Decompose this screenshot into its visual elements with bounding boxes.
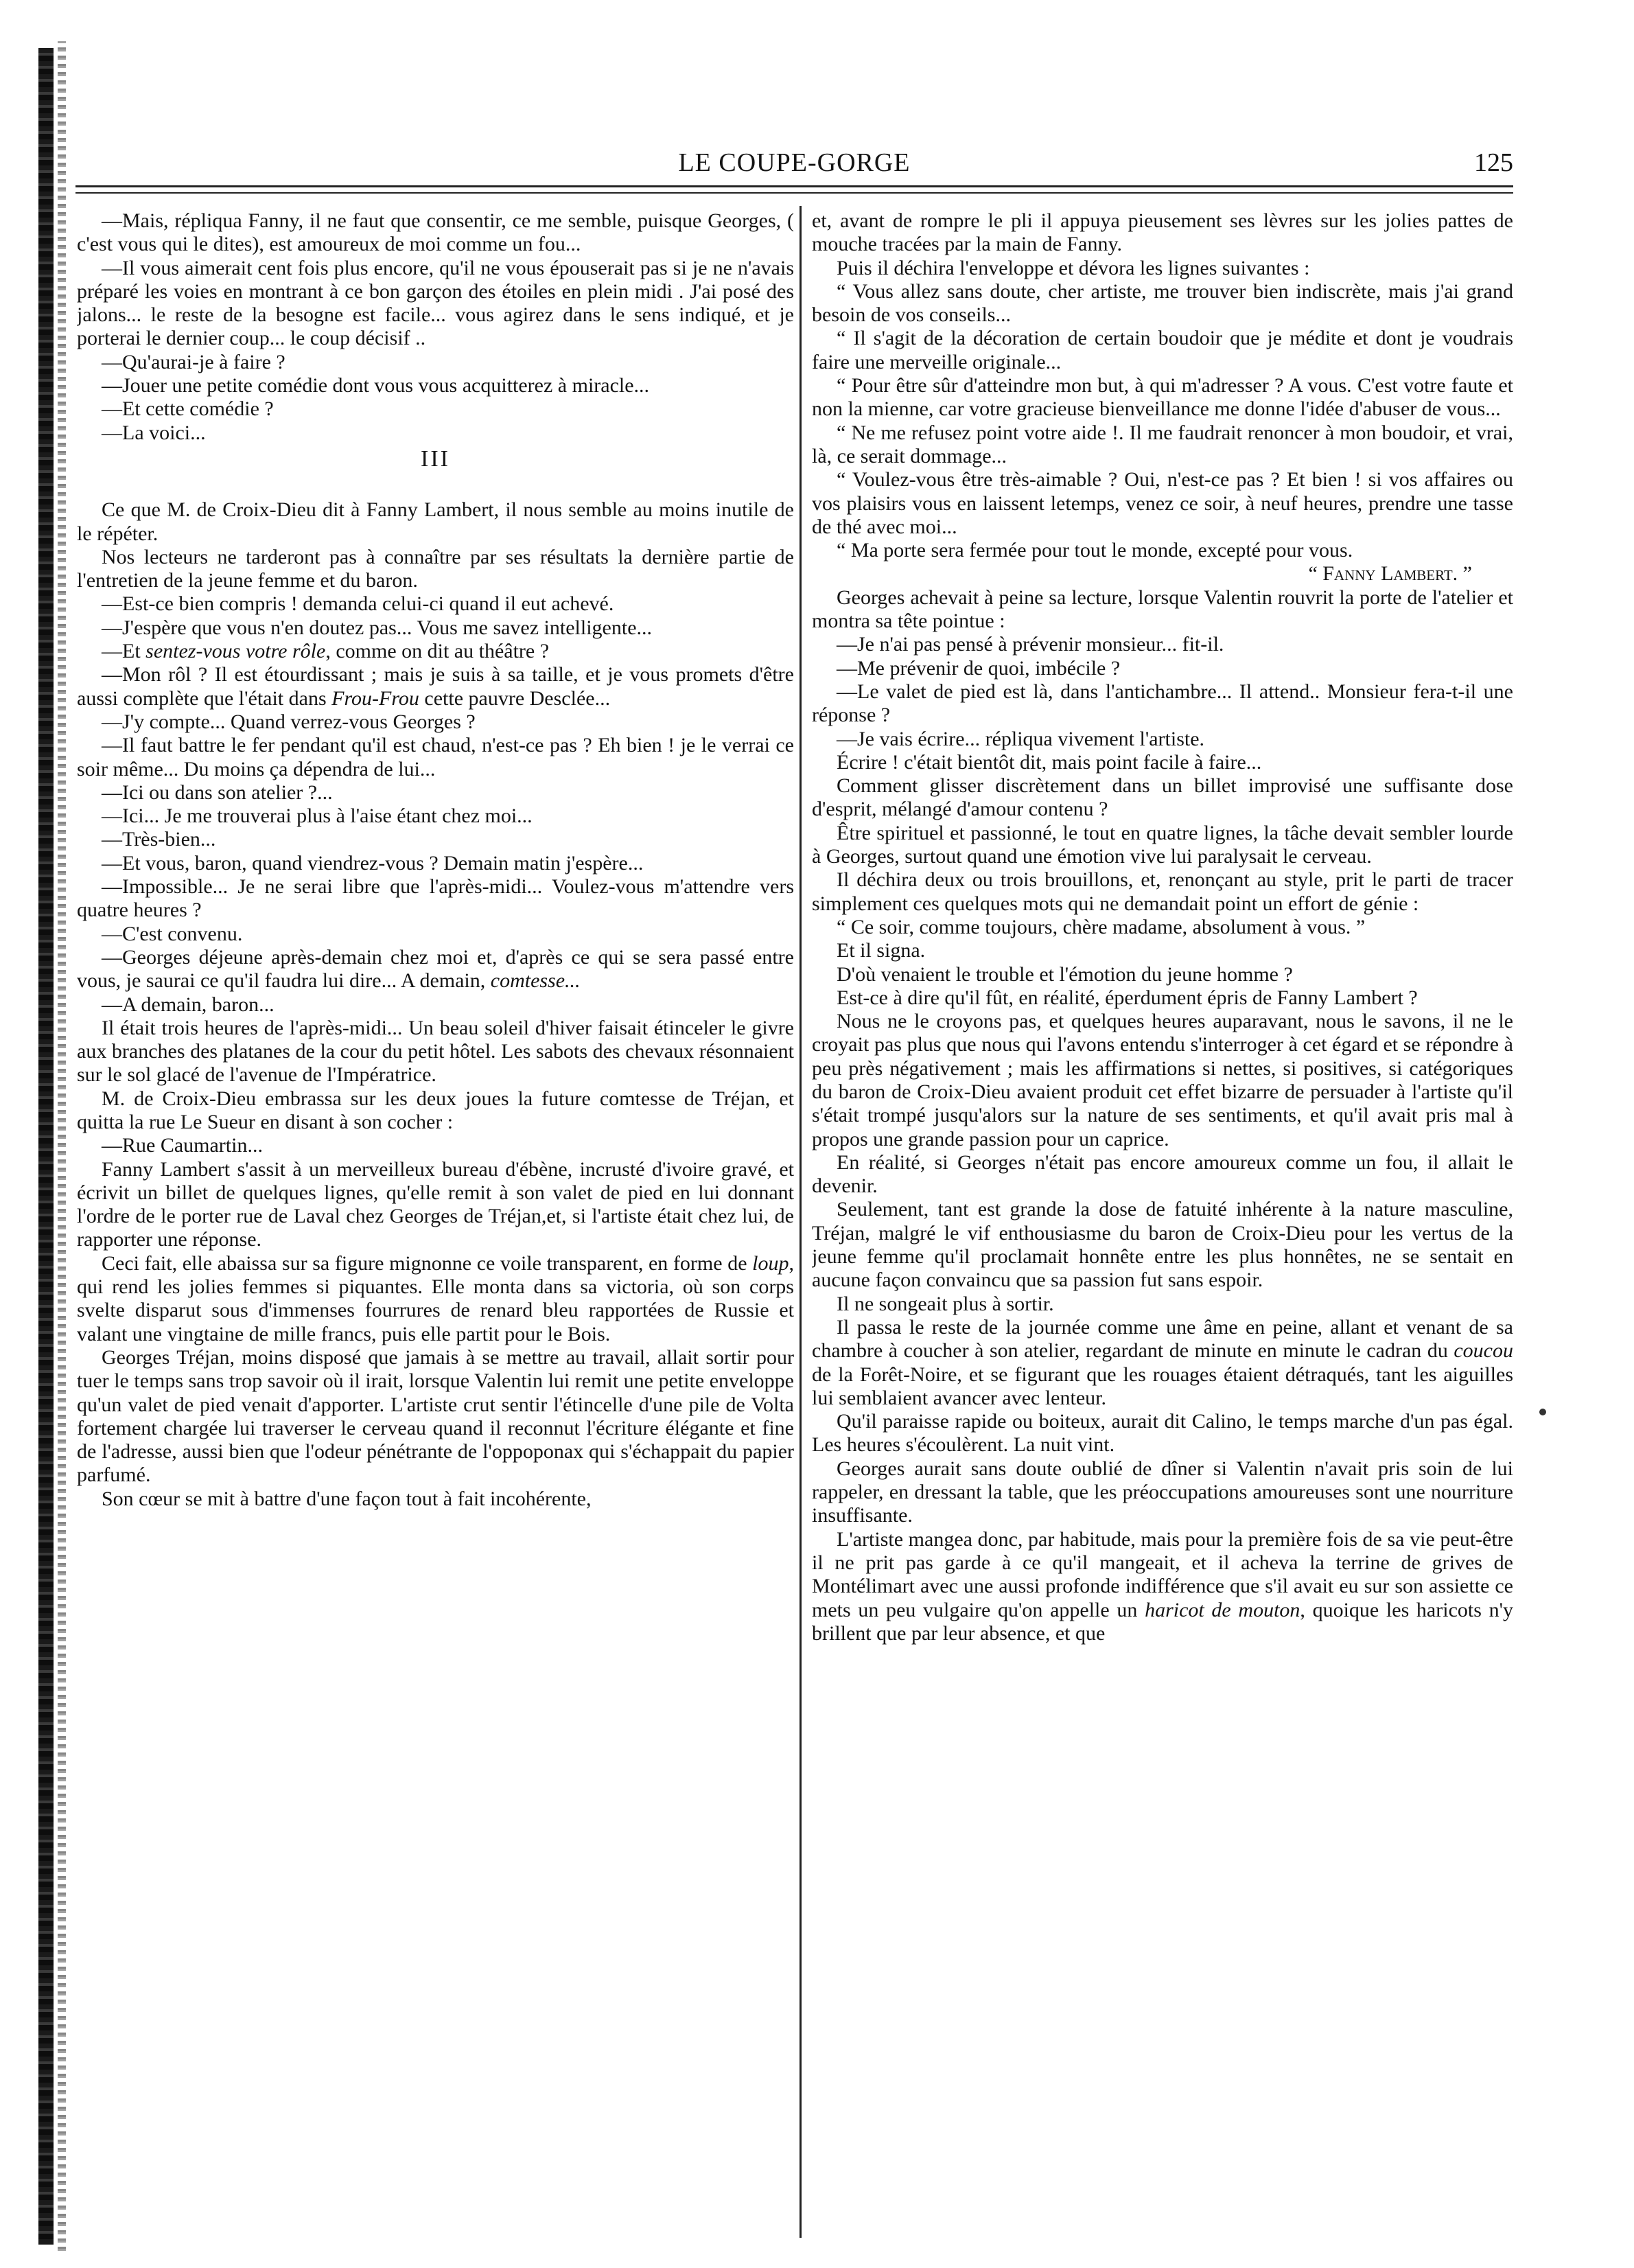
paragraph: —Impossible... Je ne serai libre que l'après-midi... Voulez-vous m'attendre vers quatre heures ? bbox=[77, 875, 794, 922]
paragraph: —Il faut battre le fer pendant qu'il est chaud, n'est-ce pas ? Eh bien ! je le verrai ce soir même... Du moins ça dépendra de lui... bbox=[77, 734, 794, 780]
paragraph: —Qu'aurai-je à faire ? bbox=[102, 350, 285, 373]
left-column bbox=[77, 209, 794, 2234]
paragraph: Georges aurait sans doute oublié de dîner si Valentin n'avait pris soin de lui rappeler, en dressant la table, que les préoccupations amoureuses sont une nourriture insuffisante. bbox=[812, 1457, 1513, 1527]
paragraph: —Très-bien... bbox=[102, 828, 216, 851]
letter-paragraph: “ Ma porte sera fermée pour tout le monde, excepté pour vous. bbox=[837, 539, 1353, 562]
text-run: , quoique les haricots n'y brillent que par leur absence, et que bbox=[812, 1598, 1513, 1645]
paragraph: Nos lecteurs ne tarderont pas à connaître par ses résultats la dernière partie de l'entretien de la jeune femme et du baron. bbox=[77, 545, 794, 592]
paragraph: —Rue Caumartin... bbox=[102, 1134, 263, 1157]
italic-phrase: coucou bbox=[1454, 1339, 1513, 1363]
paragraph: —Je vais écrire... répliqua vivement l'artiste. bbox=[837, 727, 1205, 750]
paragraph bbox=[77, 663, 794, 710]
paragraph: M. de Croix-Dieu embrassa sur les deux joues la future comtesse de Tréjan, et quitta la rue Le Sueur en disant à son cocher : bbox=[77, 1087, 794, 1133]
paragraph: Est-ce à dire qu'il fût, en réalité, éperdument épris de Fanny Lambert ? bbox=[837, 986, 1418, 1009]
italic-phrase: Frou-Frou bbox=[331, 686, 419, 710]
right-column bbox=[812, 209, 1513, 2234]
text-run: cette pauvre Desclée... bbox=[419, 686, 611, 710]
section-heading: III bbox=[421, 445, 450, 472]
paragraph: —Ici... Je me trouverai plus à l'aise étant chez moi... bbox=[102, 805, 533, 828]
paragraph: —Mais, répliqua Fanny, il ne faut que consentir, ce me semble, puisque Georges, ( c'est vous qui le dites), est amoureux de moi comme un fou... bbox=[77, 209, 794, 256]
paragraph: D'où venaient le trouble et l'émotion du jeune homme ? bbox=[837, 962, 1293, 986]
letter-paragraph: “ Voulez-vous être très-aimable ? Oui, n'est-ce pas ? Et bien ! si vos affaires ou vos plaisirs vous en laissent letemps, venez ce soir, à neuf heures, prendre une tasse de thé avec moi... bbox=[812, 468, 1513, 538]
paragraph: En réalité, si Georges n'était pas encore amoureux comme un fou, il allait le devenir. bbox=[812, 1150, 1513, 1198]
letter-signature: “ Fanny Lambert. ” bbox=[1308, 562, 1472, 586]
paragraph: —Me prévenir de quoi, imbécile ? bbox=[837, 656, 1121, 680]
paragraph: Fanny Lambert s'assit à un merveilleux bureau d'ébène, incrusté d'ivoire gravé, et écrivit un billet de quelques lignes, qu'elle remit à son valet de pied en lui donnant l'ordre de le porter rue de Laval chez Georges de Tréjan,et, si l'artiste était chez lui, de rapporter une réponse. bbox=[77, 1157, 794, 1251]
ink-speck bbox=[1539, 1409, 1546, 1415]
paragraph: —J'y compte... Quand verrez-vous Georges ? bbox=[102, 710, 476, 733]
letter-paragraph: “ Ne me refusez point votre aide !. Il me faudrait renoncer à mon boudoir, et vrai, là, ce serait dommage... bbox=[812, 421, 1513, 467]
paragraph: Il était trois heures de l'après-midi... Un beau soleil d'hiver faisait étinceler le givre aux branches des platanes de la cour du petit hôtel. Les sabots des chevaux résonnaient sur le sol glacé de l'avenue de l'Impératrice. bbox=[77, 1016, 794, 1087]
letter-paragraph: “ Vous allez sans doute, cher artiste, me trouver bien indiscrète, mais j'ai grand besoin de vos conseils... bbox=[812, 279, 1513, 327]
paragraph: Ce que M. de Croix-Dieu dit à Fanny Lambert, il nous semble au moins inutile de le répéter. bbox=[77, 498, 794, 545]
paragraph: —Est-ce bien compris ! demanda celui-ci quand il eut achevé. bbox=[102, 592, 614, 616]
paragraph: —Et vous, baron, quand viendrez-vous ? Demain matin j'espère... bbox=[102, 851, 644, 875]
paragraph bbox=[77, 640, 794, 663]
paragraph: Écrire ! c'était bientôt dit, mais point facile à faire... bbox=[837, 750, 1262, 774]
paragraph bbox=[77, 946, 794, 993]
paragraph: —Le valet de pied est là, dans l'antichambre... Il attend.. Monsieur fera-t-il une réponse ? bbox=[812, 680, 1513, 727]
text-run: —Georges déjeune après-demain chez moi et, d'après ce qui se sera passé entre vous, je saurai ce qu'il faudra lui dire... A demain, bbox=[77, 945, 794, 993]
text-run: —Et bbox=[102, 640, 146, 663]
column-separator bbox=[800, 206, 802, 2238]
paragraph: —Jouer une petite comédie dont vous vous acquitterez à miracle... bbox=[102, 374, 650, 397]
paragraph: Georges achevait à peine sa lecture, lorsque Valentin rouvrit la porte de l'atelier et montra sa tête pointue : bbox=[812, 586, 1513, 633]
running-title: LE COUPE-GORGE bbox=[678, 148, 911, 177]
paragraph: Être spirituel et passionné, le tout en quatre lignes, la tâche devait sembler lourde à Georges, surtout quand une émotion vive lui paralysait le cerveau. bbox=[812, 821, 1513, 868]
page-binding-edge bbox=[38, 48, 54, 2245]
paragraph: —La voici... bbox=[102, 421, 206, 444]
paragraph: Puis il déchira l'enveloppe et dévora les lignes suivantes : bbox=[837, 256, 1310, 279]
italic-phrase: haricot de mouton bbox=[1145, 1598, 1300, 1621]
paragraph: Comment glisser discrètement dans un billet improvisé une suffisante dose d'esprit, mélangé d'amour contenu ? bbox=[812, 774, 1513, 821]
italic-phrase: loup bbox=[752, 1251, 789, 1275]
page-binding-stitching bbox=[58, 41, 66, 2252]
text-run: de la Forêt-Noire, et se figurant que les rouages étaient détraqués, tant les aiguilles lui semblaient avancer avec lenteur. bbox=[812, 1363, 1513, 1409]
italic-phrase: sentez-vous votre rôle bbox=[145, 640, 326, 663]
paragraph: Qu'il paraisse rapide ou boiteux, aurait dit Calino, le temps marche d'un pas égal. Les heures s'écoulèrent. La nuit vint. bbox=[812, 1410, 1513, 1457]
paragraph: et, avant de rompre le pli il appuya pieusement ses lèvres sur les jolies pattes de mouche tracées par la main de Fanny. bbox=[812, 209, 1513, 256]
paragraph: Et il signa. bbox=[837, 939, 926, 962]
text-run: , comme on dit au théâtre ? bbox=[325, 640, 550, 663]
paragraph bbox=[812, 1528, 1513, 1645]
paragraph: Seulement, tant est grande la dose de fatuité inhérente à la nature masculine, Tréjan, malgré le vif enthousiasme du baron de Croix-Dieu pour les vertus de la jeune femme qu'il proclamait honnête entre les plus honnêtes, ne se sentait en aucune façon convaincu que sa passion fut sans espoir. bbox=[812, 1198, 1513, 1292]
paragraph: —J'espère que vous n'en doutez pas... Vous me savez intelligente... bbox=[102, 616, 653, 639]
paragraph: —Ici ou dans son atelier ?... bbox=[102, 780, 333, 804]
paragraph: —Je n'ai pas pensé à prévenir monsieur... fit-il. bbox=[837, 633, 1224, 656]
header-rule-thick bbox=[75, 185, 1513, 187]
paragraph: “ Ce soir, comme toujours, chère madame, absolument à vous. ” bbox=[837, 915, 1366, 938]
paragraph: Nous ne le croyons pas, et quelques heures auparavant, nous le savons, il ne le croyait pas plus que nous qui l'avons entendu s'interroger à cet égard et se répondre à peu près négativement ; mais les affirmations si nettes, si positives, si catégoriques du baron de Croix-Dieu avaient produit cet effet bizarre de persuader à l'artiste qu'il s'était trompé jusqu'alors sur la nature de ses sentiments, et qu'il avait pris mal à propos une grande passion pour un caprice. bbox=[812, 1010, 1513, 1150]
paragraph: —A demain, baron... bbox=[102, 993, 275, 1016]
paragraph: Son cœur se mit à battre d'une façon tout à fait incohérente, bbox=[102, 1487, 592, 1510]
paragraph: —Il vous aimerait cent fois plus encore, qu'il ne vous épouserait pas si je ne n'avais préparé les voies en montrant à ce bon garçon des étoiles en plein midi . J'ai posé des jalons... le reste de la besogne est facile... vous agirez dans le sens indiqué, et je porterai le dernier coup... le coup décisif .. bbox=[77, 256, 794, 350]
paragraph: Il ne songeait plus à sortir. bbox=[837, 1292, 1054, 1315]
paragraph: —Et cette comédie ? bbox=[102, 397, 274, 421]
paragraph: Georges Tréjan, moins disposé que jamais à se mettre au travail, allait sortir pour tuer le temps sans trop savoir où il irait, lorsque Valentin lui remit une petite enveloppe qu'un valet de pied venait d'apporter. L'artiste crut sentir l'étincelle d'une pile de Volta fortement chargée lui traverser le cerveau quand il reconnut l'écriture élégante et fine de l'adresse, aussi bien que l'odeur pénétrante de l'oppoponax qui s'échappait du papier parfumé. bbox=[77, 1345, 794, 1487]
letter-paragraph: “ Pour être sûr d'atteindre mon but, à qui m'adresser ? A vous. C'est votre faute et non la mienne, car votre gracieuse bienveillance me donne l'idée d'abuser de vous... bbox=[812, 374, 1513, 421]
page-number: 125 bbox=[1474, 148, 1513, 177]
text-run: L'artiste mangea donc, par habitude, mais pour la première fois de sa vie peut-être il ne prit pas garde à ce qu'il mangeait, et il acheva la terrine de grives de Montélimart avec une aussi profonde indifférence que s'il avait eu sur son assiette ce mets un peu vulgaire qu'on appelle un bbox=[812, 1527, 1513, 1621]
text-run: —Mon rôl ? Il est étourdissant ; mais je suis à sa taille, et je vous promets d'être aussi complète que l'était dans bbox=[77, 663, 794, 710]
text-run: , qui rend les jolies femmes si piquantes. Elle monta dans sa victoria, où son corps svelte disparut sous d'immenses fourrures de renard bleu rapportées de Russie et valant une vingtaine de mille francs, puis elle partit pour le Bois. bbox=[77, 1251, 794, 1345]
paragraph bbox=[77, 1252, 794, 1346]
paragraph: —C'est convenu. bbox=[102, 922, 243, 945]
page-header bbox=[75, 148, 1513, 189]
paragraph bbox=[812, 1316, 1513, 1410]
text-run: Ceci fait, elle abaissa sur sa figure mignonne ce voile transparent, en forme de bbox=[102, 1251, 753, 1275]
italic-phrase: comtesse... bbox=[490, 969, 581, 993]
paragraph: Il déchira deux ou trois brouillons, et, renonçant au style, prit le parti de tracer simplement ces quelques mots qui ne demandait point un effort de génie : bbox=[812, 868, 1513, 915]
header-rule-thin bbox=[75, 192, 1513, 194]
letter-paragraph: “ Il s'agit de la décoration de certain boudoir que je médite et dont je voudrais faire une merveille originale... bbox=[812, 327, 1513, 373]
text-run: Il passa le reste de la journée comme une âme en peine, allant et venant de sa chambre à coucher à son atelier, regardant de minute en minute le cadran du bbox=[812, 1315, 1513, 1363]
